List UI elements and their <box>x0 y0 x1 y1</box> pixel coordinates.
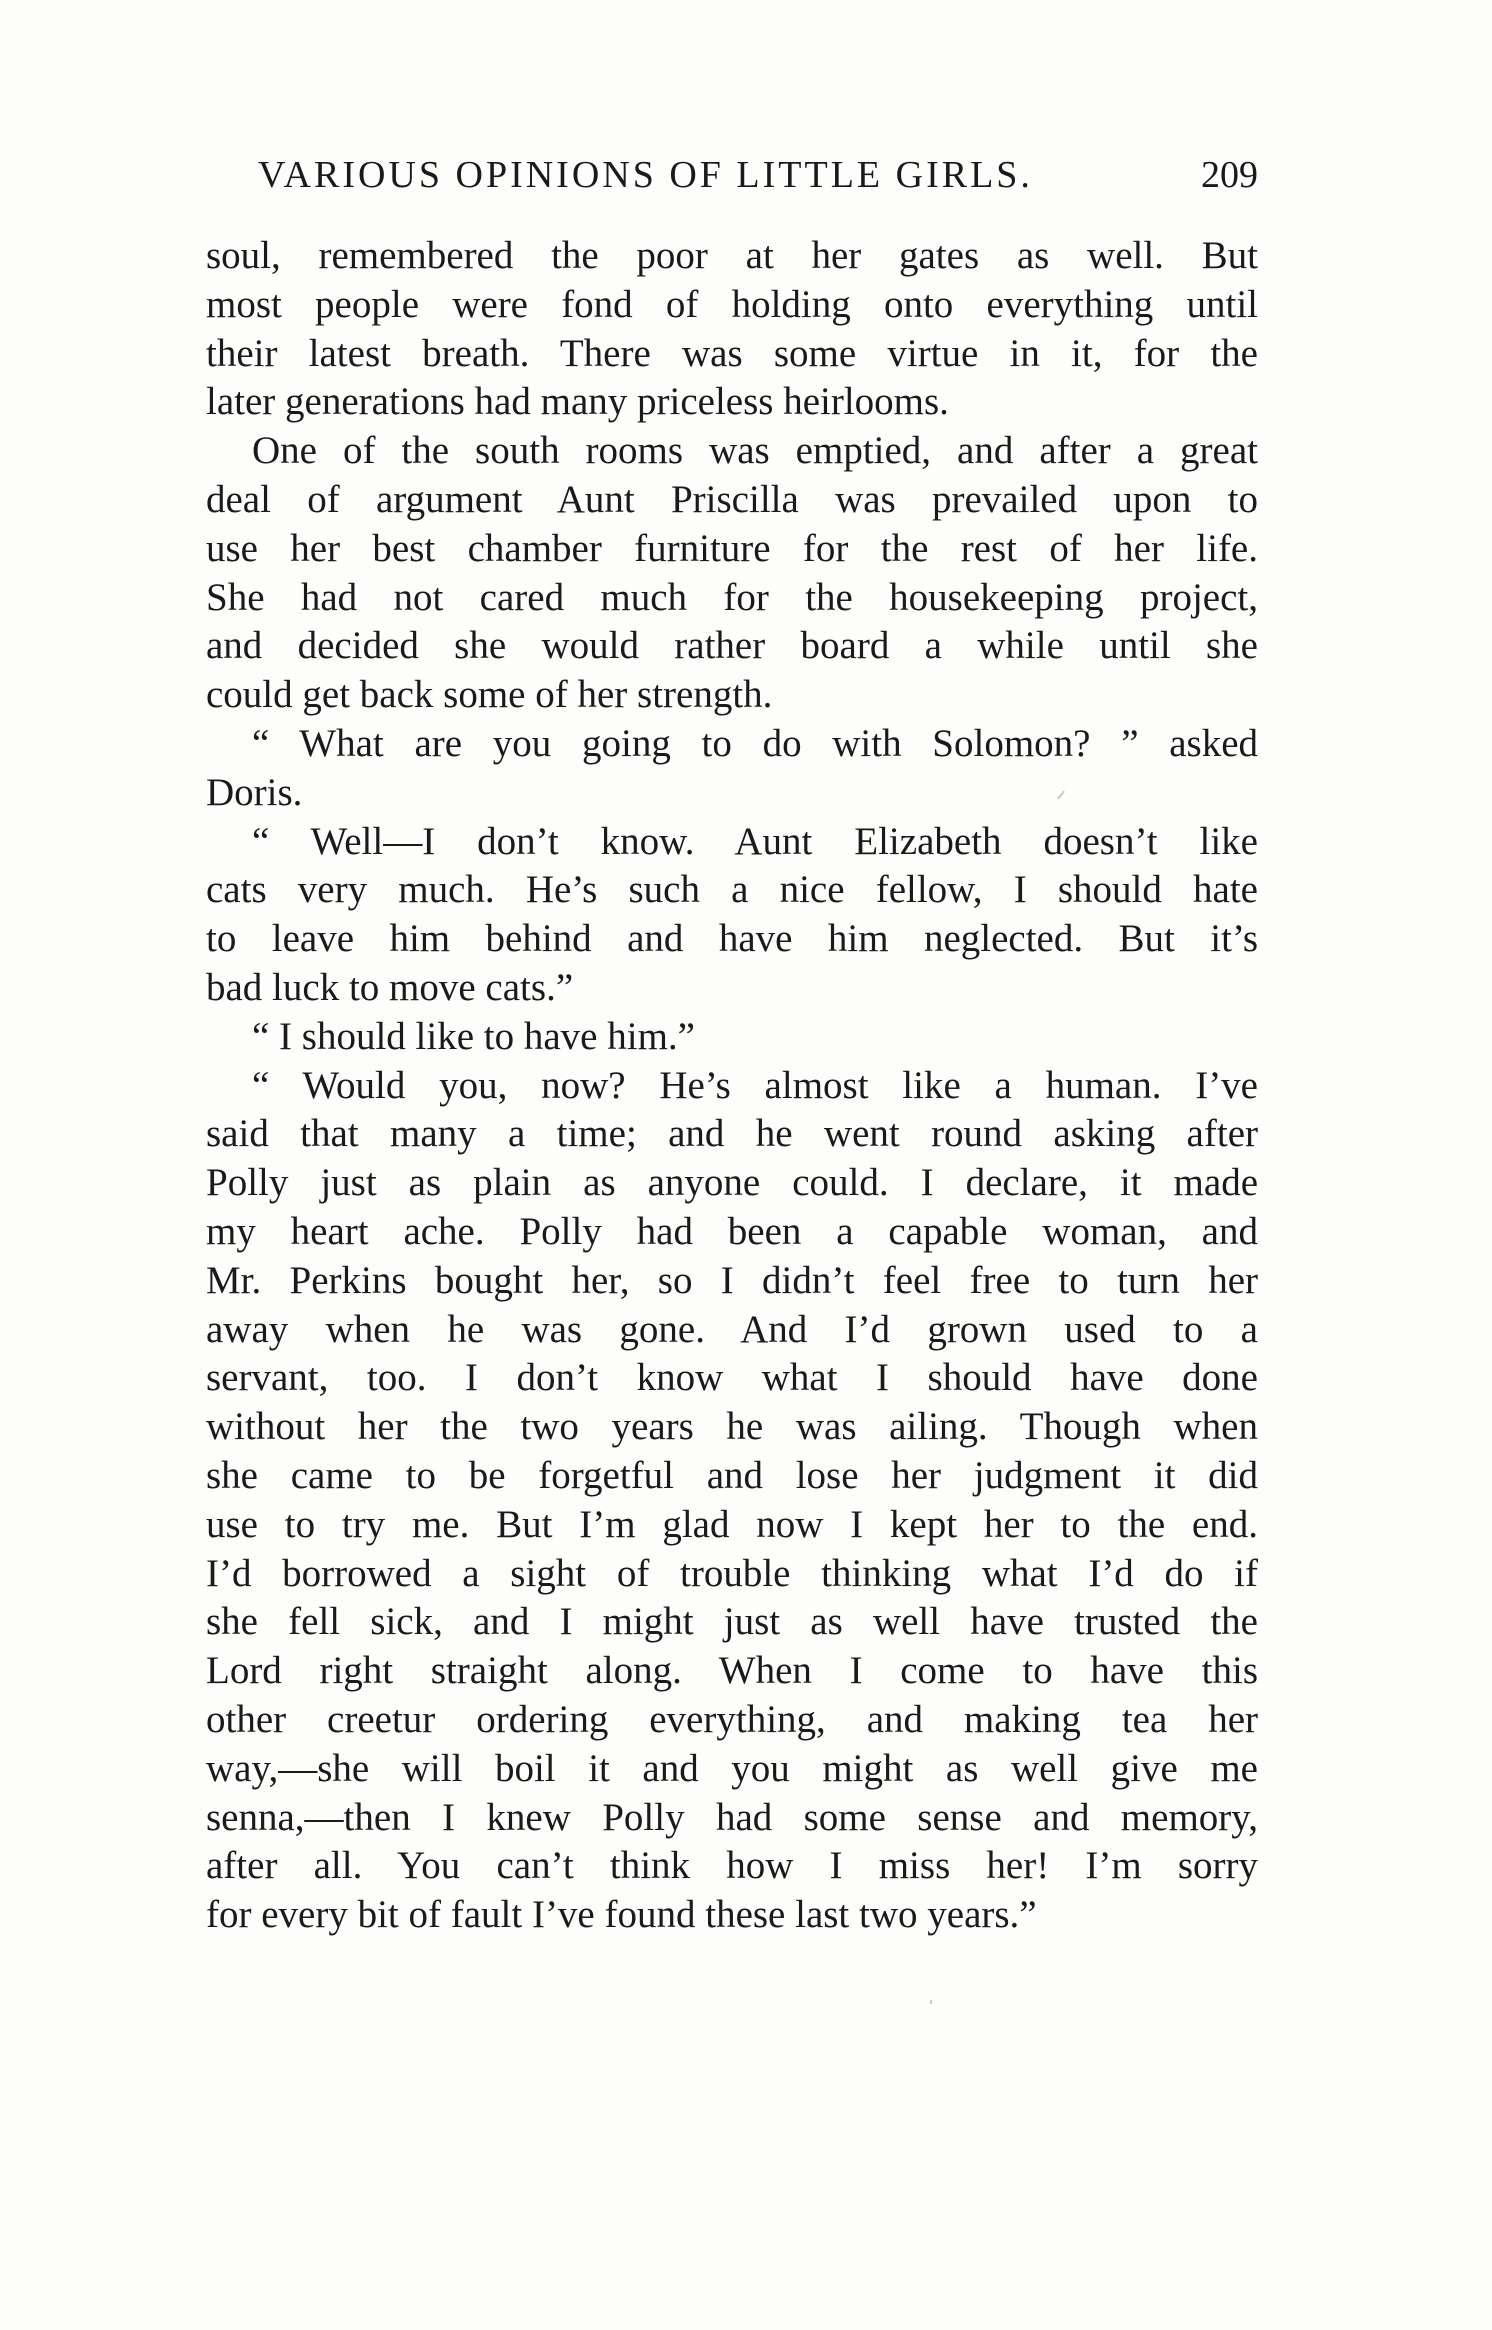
text-line: deal of argument Aunt Priscilla was prevailed upon to <box>206 477 1258 521</box>
text-line: soul, remembered the poor at her gates as well. But <box>206 234 1258 277</box>
text-line: without her the two years he was ailing. Though when <box>206 1405 1258 1449</box>
text-line: bad luck to move cats.” <box>206 965 574 1009</box>
ink-speck <box>930 2000 932 2004</box>
text-line: other creetur ordering everything, and making tea her <box>206 1697 1258 1741</box>
text-line: One of the south rooms was emptied, and after a great <box>252 429 1258 473</box>
text-line: later generations had many priceless heirlooms. <box>206 380 949 424</box>
text-line: cats very much. He’s such a nice fellow, I should hate <box>206 868 1258 912</box>
text-line: most people were fond of holding onto everything until <box>206 282 1258 326</box>
text-line: Lord right straight along. When I come to have this <box>206 1649 1258 1693</box>
body-text <box>206 232 1258 1940</box>
text-line: could get back some of her strength. <box>206 673 773 717</box>
text-line: she fell sick, and I might just as well have trusted the <box>206 1600 1258 1644</box>
text-line: servant, too. I don’t know what I should have done <box>206 1356 1258 1400</box>
text-line: use to try me. But I’m glad now I kept her to the end. <box>206 1502 1258 1546</box>
text-line: my heart ache. Polly had been a capable woman, and <box>206 1209 1258 1253</box>
text-line: she came to be forgetful and lose her judgment it did <box>206 1453 1258 1497</box>
text-line: their latest breath. There was some virtue in it, for the <box>206 331 1258 375</box>
text-line: use her best chamber furniture for the rest of her life. <box>206 526 1258 570</box>
text-line: and decided she would rather board a while until she <box>206 624 1258 668</box>
running-head: VARIOUS OPINIONS OF LITTLE GIRLS. <box>258 154 1033 196</box>
text-line: “ Would you, now? He’s almost like a human. I’ve <box>252 1063 1258 1107</box>
page-number: 209 <box>1201 154 1258 196</box>
text-line: after all. You can’t think how I miss her! I’m sorry <box>206 1844 1258 1888</box>
text-line: I’d borrowed a sight of trouble thinking what I’d do if <box>206 1551 1258 1595</box>
text-line: She had not cared much for the housekeeping project, <box>206 575 1258 619</box>
text-line: “ I should like to have him.” <box>252 1014 695 1058</box>
text-line: “ Well—I don’t know. Aunt Elizabeth doesn’t like <box>252 819 1258 863</box>
text-line: Polly just as plain as anyone could. I declare, it made <box>206 1161 1258 1205</box>
text-line: to leave him behind and have him neglected. But it’s <box>206 917 1258 961</box>
text-line: said that many a time; and he went round asking after <box>206 1112 1258 1156</box>
text-line: away when he was gone. And I’d grown used to a <box>206 1307 1258 1351</box>
text-line: Doris. <box>206 770 303 814</box>
text-line: Mr. Perkins bought her, so I didn’t feel free to turn her <box>206 1258 1258 1302</box>
text-line: senna,—then I knew Polly had some sense and memory, <box>206 1795 1258 1839</box>
text-line: way,—she will boil it and you might as well give me <box>206 1746 1258 1790</box>
page-header <box>206 150 1258 200</box>
text-line: for every bit of fault I’ve found these last two years.” <box>206 1893 1037 1937</box>
text-line: “ What are you going to do with Solomon? ” asked <box>252 721 1258 765</box>
